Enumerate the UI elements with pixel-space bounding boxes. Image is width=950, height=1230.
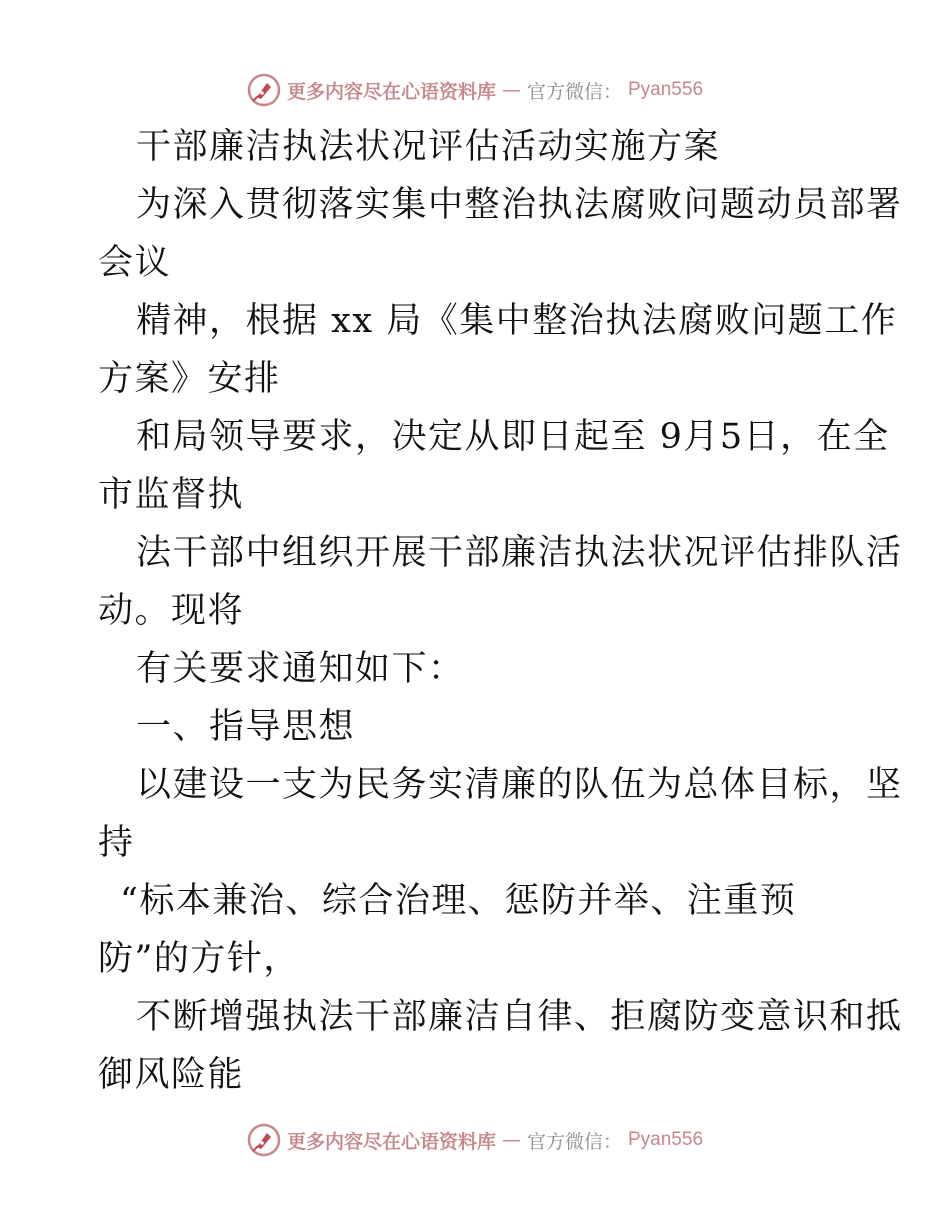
document-line: 和局领导要求，决定从即日起至 9月5日，在全 <box>136 417 890 457</box>
watermark-dash: — <box>501 79 521 101</box>
header-watermark <box>0 70 950 110</box>
document-line: 为深入贯彻落实集中整治执法腐败问题动员部署 <box>136 185 903 225</box>
watermark-contact-id: Pyan556 <box>628 79 704 100</box>
document-line: 防”的方针， <box>98 939 300 979</box>
watermark-text: 更多内容尽在心语资料库 <box>286 1130 496 1153</box>
watermark-dash: — <box>501 1129 521 1151</box>
watermark-contact-label: 官方微信： <box>526 1130 622 1153</box>
fountain-pen-logo-icon <box>247 1123 281 1157</box>
document-line: 不断增强执法干部廉洁自律、拒腐防变意识和抵 <box>136 997 903 1037</box>
document-body <box>98 118 903 1104</box>
document-line: 有关要求通知如下： <box>136 649 465 689</box>
document-title: 干部廉洁执法状况评估活动实施方案 <box>136 127 721 167</box>
document-line: 以建设一支为民务实清廉的队伍为总体目标，坚 <box>136 765 903 805</box>
document-line: 法干部中组织开展干部廉洁执法状况评估排队活 <box>136 533 903 573</box>
document-line: “标本兼治、综合治理、惩防并举、注重预 <box>120 881 797 921</box>
document-line: 精神，根据 xx 局《集中整治执法腐败问题工作 <box>136 301 898 341</box>
document-line: 市监督执 <box>98 475 245 515</box>
footer-watermark <box>0 1120 950 1160</box>
section-heading: 一、指导思想 <box>136 707 356 747</box>
document-line: 持 <box>98 823 135 863</box>
watermark-contact-label: 官方微信： <box>526 80 622 103</box>
document-line: 动。现将 <box>98 591 245 631</box>
watermark-contact-id: Pyan556 <box>628 1129 704 1150</box>
document-line: 方案》安排 <box>98 359 281 399</box>
document-line: 会议 <box>98 243 172 283</box>
watermark-text: 更多内容尽在心语资料库 <box>286 80 496 103</box>
fountain-pen-logo-icon <box>247 73 281 107</box>
document-line: 御风险能 <box>98 1055 245 1095</box>
